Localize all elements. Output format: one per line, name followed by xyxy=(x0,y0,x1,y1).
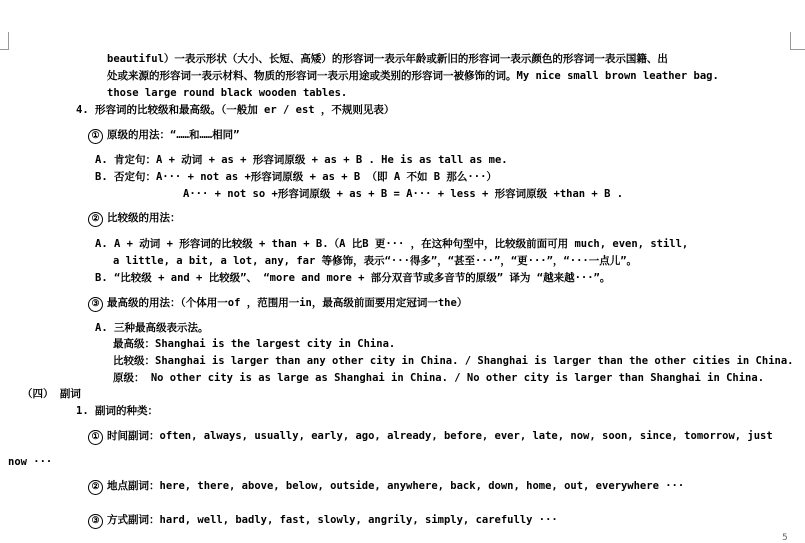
text-line: 处或来源的形容词一表示材料、物质的形容词一表示用途或类别的形容词一被修饰的词。My nice small brown leather bag. xyxy=(107,70,719,82)
section-heading: 1. 副词的种类： xyxy=(76,405,158,417)
text-line: A. 肯定句：A + 动词 + as + 形容词原级 + as + B . He is as tall as me. xyxy=(95,154,508,166)
circled-number: ① xyxy=(88,129,103,144)
circled-number: ② xyxy=(88,480,103,495)
text-line: 比较级：Shanghai is larger than any other city in China. / Shanghai is larger than the other cities in China. xyxy=(113,355,794,367)
list-item: ① 时间副词：often, always, usually, early, ago, already, before, ever, late, now, soon, since, tomorrow, just xyxy=(88,428,773,445)
section-heading: （四） 副词 xyxy=(22,388,81,400)
list-item: ② 地点副词：here, there, above, below, outside, anywhere, back, down, home, out, everywhere ··· xyxy=(88,478,684,495)
crop-mark-top-left-h xyxy=(0,49,9,50)
text-line: A··· + not so +形容词原级 + as + B = A··· + less + 形容词原级 +than + B . xyxy=(183,188,624,200)
text-line: beautiful）一表示形状（大小、长短、高矮）的形容词一表示年龄或新旧的形容词一表示颜色的形容词一表示国籍、出 xyxy=(107,53,668,65)
subsection-heading: ① 原级的用法：“……和……相同” xyxy=(88,127,239,144)
subsection-heading: ③ 最高级的用法：（个体用一of ，范围用一in，最高级前面要用定冠词一the） xyxy=(88,295,467,312)
page-number: 5 xyxy=(782,533,788,543)
crop-mark-top-right-v xyxy=(790,32,791,50)
list-item: ③ 方式副词：hard, well, badly, fast, slowly, angrily, simply, carefully ··· xyxy=(88,512,558,529)
text-line: those large round black wooden tables. xyxy=(107,87,348,99)
text-line: now ··· xyxy=(8,456,53,468)
text-line: 原级： No other city is as large as Shanghai in China. / No other city is larger than Shanghai in China. xyxy=(113,372,765,384)
circled-number: ③ xyxy=(88,297,103,312)
circled-number: ③ xyxy=(88,514,103,529)
text-line: A. A + 动词 + 形容词的比较级 + than + B.（A 比B 更··· ，在这种句型中，比较级前面可用 much, even, still, xyxy=(95,238,689,250)
crop-mark-top-left-v xyxy=(8,32,9,50)
text-line: B. “比较级 + and + 比较级”、 “more and more + 部分双音节或多音节的原级” 译为 “越来越···”。 xyxy=(95,272,611,284)
section-heading: 4. 形容词的比较级和最高级。（一般加 er / est ，不规则见表） xyxy=(76,104,395,116)
crop-mark-top-right-h xyxy=(790,49,805,50)
text-line: A. 三种最高级表示法。 xyxy=(95,322,209,334)
circled-number: ② xyxy=(88,212,103,227)
text-line: B. 否定句：A··· + not as +形容词原级 + as + B （即 A 不如 B 那么···） xyxy=(95,171,497,183)
text-line: a little, a bit, a lot, any, far 等修饰，表示“···得多”，“甚至···”，“更···”，“···一点儿”。 xyxy=(113,255,638,267)
subsection-heading: ② 比较级的用法： xyxy=(88,210,181,227)
text-line: 最高级：Shanghai is the largest city in China. xyxy=(113,338,396,350)
circled-number: ① xyxy=(88,430,103,445)
